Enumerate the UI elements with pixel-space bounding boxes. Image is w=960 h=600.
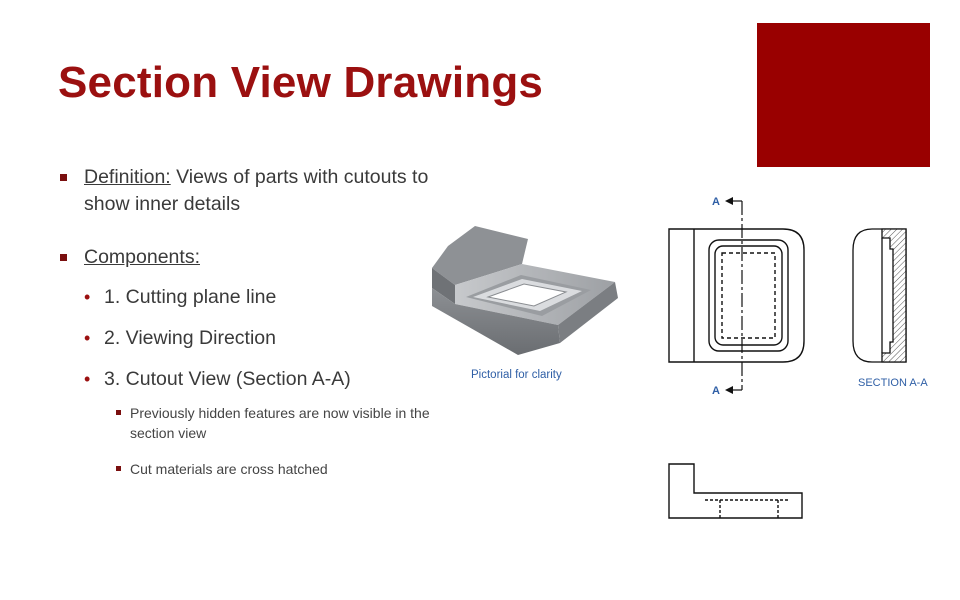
slide-title: Section View Drawings [58, 58, 544, 107]
component-item-text: 3. Cutout View (Section A-A) [104, 368, 351, 390]
section-caption: SECTION A-A [858, 377, 928, 389]
component-item-text: 2. Viewing Direction [104, 327, 276, 349]
sub-item-text: Previously hidden features are now visible in the section view [130, 405, 430, 441]
bullet-list [60, 164, 430, 479]
pictorial-part-image [432, 226, 618, 355]
cutting-label-top: A [712, 196, 720, 208]
top-view-drawing [669, 464, 802, 518]
definition-text: Views of parts with cutouts to show inner details [84, 166, 429, 215]
dot-bullet-icon: • [84, 369, 91, 389]
cutting-label-bottom: A [712, 385, 720, 397]
viewing-direction-arrow-top [725, 197, 742, 205]
component-item [60, 284, 430, 311]
square-bullet-icon [60, 174, 67, 181]
dot-bullet-icon: • [84, 328, 91, 348]
accent-block [757, 23, 930, 167]
viewing-direction-arrow-bottom [725, 386, 742, 394]
definition-bullet [60, 164, 430, 218]
sub-item-text: Cut materials are cross hatched [130, 461, 328, 477]
component-item [60, 325, 430, 352]
square-bullet-icon [60, 254, 67, 261]
section-view-drawing [853, 229, 906, 362]
front-view-drawing [669, 229, 804, 362]
sub-item [60, 459, 430, 479]
definition-label: Definition: [84, 166, 171, 188]
dot-bullet-icon: • [84, 287, 91, 307]
square-bullet-icon [116, 466, 121, 471]
components-label: Components: [84, 246, 200, 268]
components-bullet [60, 244, 430, 271]
pictorial-caption: Pictorial for clarity [471, 369, 562, 381]
component-item [60, 366, 430, 393]
component-item-text: 1. Cutting plane line [104, 286, 277, 308]
square-bullet-icon [116, 410, 121, 415]
sub-item [60, 403, 430, 443]
